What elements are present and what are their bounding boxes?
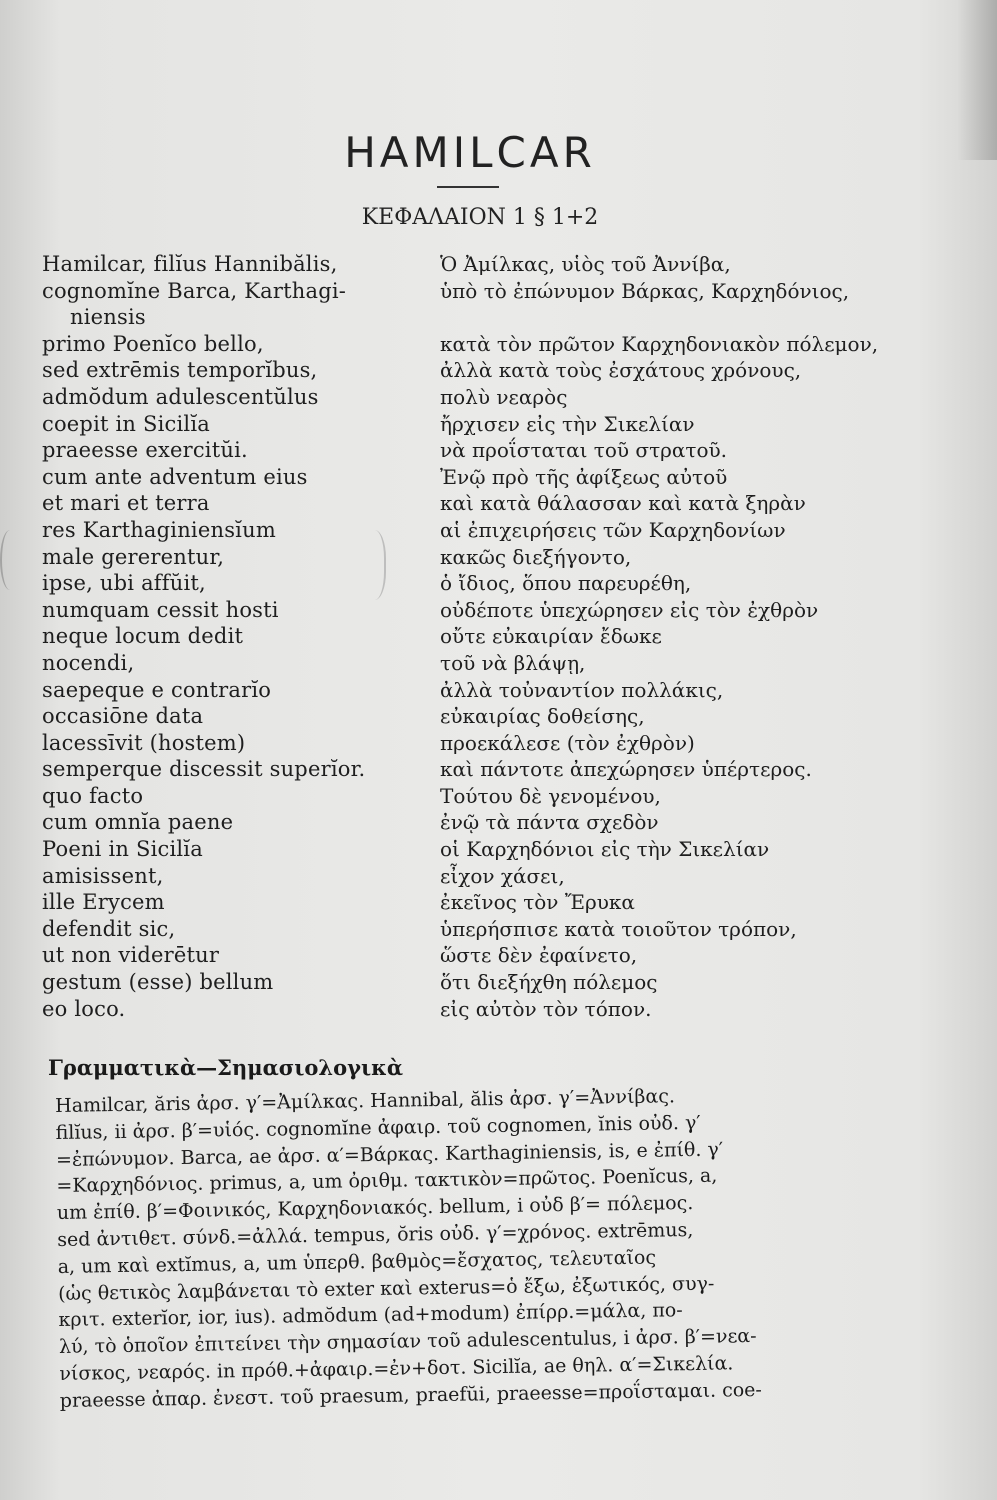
latin-line: Hamilcar, filĭus Hannibălis,: [42, 252, 338, 276]
latin-line: primo Poenĭco bello,: [42, 331, 264, 356]
notes-line: Hamilcar, ăris ἀρσ. γ′=Ἀμίλκας. Hannibal, ălis ἀρσ. γ′=Ἀννίβας.: [55, 1085, 676, 1117]
notes-line: sed ἀντιθετ. σύνδ.=ἀλλά. tempus, ŏris οὐδ. γ′=χρόνος. extrēmus,: [57, 1218, 694, 1251]
latin-line: amisissent,: [42, 863, 164, 888]
latin-line: Poeni in Sicilĭa: [42, 837, 203, 862]
latin-line: semperque discessit superĭor.: [42, 757, 366, 782]
latin-line: admŏdum adulescentŭlus: [42, 384, 319, 409]
greek-line: τοῦ νὰ βλάψῃ,: [440, 650, 586, 675]
latin-line: coepit in Sicilĭa: [42, 411, 210, 436]
latin-line: lacessīvit (hostem): [42, 730, 246, 755]
greek-line: κατὰ τὸν πρῶτον Καρχηδονιακὸν πόλεμον,: [440, 331, 879, 356]
greek-line: ὑπὸ τὸ ἐπώνυμον Βάρκας, Καρχηδόνιος,: [440, 278, 850, 303]
greek-line: εἰς αὐτὸν τὸν τόπον.: [440, 996, 652, 1021]
latin-line: praeesse exercitŭi.: [42, 438, 248, 463]
greek-line: πολὺ νεαρὸς: [440, 384, 568, 409]
latin-line: occasiōne data: [42, 704, 204, 729]
title-divider: [437, 186, 499, 188]
notes-line: νίσκος, νεαρός. in πρόθ.+ἀφαιρ.=ἐν+δοτ. Sicilĭa, ae θηλ. α′=Σικελία.: [59, 1352, 734, 1385]
grammar-notes: [55, 1079, 950, 1415]
notes-line: λύ, τὸ ὁποῖον ἐπιτείνει τὴν σημασίαν τοῦ adulescentulus, i ἀρσ. β′=νεα-: [58, 1325, 757, 1359]
greek-line: ὑπερήσπισε κατὰ τοιοῦτον τρόπον,: [440, 916, 797, 941]
greek-line: νὰ προΐσταται τοῦ στρατοῦ.: [440, 438, 728, 463]
greek-line-blank: [440, 304, 940, 331]
notes-line: κριτ. exterĭor, ior, ius). admŏdum (ad+modum) ἐπίρρ.=μάλα, πο-: [58, 1299, 683, 1332]
greek-line: ὁ ἴδιος, ὅπου παρευρέθη,: [440, 571, 692, 596]
greek-translation-column: [440, 251, 940, 1022]
latin-line: et mari et terra: [42, 491, 210, 516]
greek-line: οὐδέποτε ὑπεχώρησεν εἰς τὸν ἐχθρὸν: [440, 597, 819, 622]
notes-line: um ἐπίθ. β′=Φοινικός, Καρχηδονιακός. bellum, i οὐδ β′= πόλεμος.: [56, 1192, 694, 1225]
notes-line: (ὡς θετικὸς λαμβάνεται τὸ exter καὶ exterus=ὁ ἔξω, ἐξωτικός, συγ-: [57, 1272, 715, 1305]
greek-line: ὅτι διεξήχθη πόλεμος: [440, 970, 658, 995]
notes-line: filĭus, ii ἀρσ. β′=υἱός. cognomĭne ἀφαιρ. τοῦ cognomen, ĭnis οὐδ. γ′: [55, 1111, 701, 1144]
latin-line: sed extrēmis temporĭbus,: [42, 358, 318, 383]
notes-line: a, um καὶ extĭmus, a, um ὑπερθ. βαθμὸς=ἔσχατος, τελευταῖος: [57, 1246, 657, 1278]
latin-line: cum ante adventum eius: [42, 464, 308, 489]
greek-line: ἐκεῖνος τὸν Ἔρυκα: [440, 890, 635, 915]
notes-line: praeesse ἀπαρ. ἐνεστ. τοῦ praesum, praefŭi, praeesse=προΐσταμαι. coe-: [59, 1378, 763, 1412]
greek-line: ἀλλὰ τοὐναντίον πολλάκις,: [440, 677, 724, 702]
latin-line: gestum (esse) bellum: [42, 970, 274, 995]
greek-line: εὐκαιρίας δοθείσης,: [440, 704, 645, 729]
grammar-section-heading: Γραμματικὰ—Σημασιολογικὰ: [48, 1055, 404, 1080]
greek-line: εἶχον χάσει,: [440, 863, 565, 888]
latin-line: nocendi,: [42, 650, 135, 675]
notes-line: =Καρχηδόνιος. primus, a, um ὀριθμ. τακτικὸν=πρῶτος. Poenĭcus, a,: [56, 1164, 718, 1198]
greek-line: καὶ πάντοτε ἀπεχώρησεν ὑπέρτερος.: [440, 757, 812, 782]
greek-line: αἱ ἐπιχειρήσεις τῶν Καρχηδονίων: [440, 517, 786, 542]
latin-line: cum omnĭa paene: [42, 810, 234, 835]
greek-line: κακῶς διεξήγοντο,: [440, 544, 632, 569]
latin-line: ipse, ubi affŭit,: [42, 571, 206, 596]
latin-line: saepeque e contrarĭo: [42, 677, 272, 702]
greek-line: ἤρχισεν εἰς τὴν Σικελίαν: [440, 411, 695, 436]
latin-line: niensis: [70, 305, 146, 330]
latin-line: male gererentur,: [42, 544, 225, 569]
margin-pencil-mark: [0, 530, 20, 590]
latin-line: ille Erycem: [42, 890, 165, 915]
chapter-heading: ΚΕΦΑΛΑΙΟΝ 1 § 1+2: [361, 205, 599, 230]
latin-line: cognomĭne Barca, Karthagi-: [42, 278, 347, 303]
latin-line: ut non viderētur: [42, 943, 220, 968]
page-title: HAMILCAR: [344, 128, 596, 177]
greek-line: ὥστε δὲν ἐφαίνετο,: [440, 943, 638, 968]
latin-line: numquam cessit hosti: [42, 597, 279, 622]
greek-line: ἐνῷ τὰ πάντα σχεδὸν: [440, 810, 659, 835]
page-edge-shadow: [957, 0, 997, 160]
greek-line: Ἐνῷ πρὸ τῆς ἀφίξεως αὐτοῦ: [440, 464, 728, 489]
latin-line: quo facto: [42, 783, 144, 808]
greek-line: Ὁ Ἀμίλκας, υἱὸς τοῦ Ἀννίβα,: [440, 252, 731, 276]
greek-line: προεκάλεσε (τὸν ἐχθρὸν): [440, 730, 695, 755]
greek-line: Τούτου δὲ γενομένου,: [440, 783, 661, 808]
greek-line: οἱ Καρχηδόνιοι εἰς τὴν Σικελίαν: [440, 837, 770, 862]
latin-text-column: [42, 251, 422, 1022]
greek-line: οὔτε εὐκαιρίαν ἔδωκε: [440, 624, 662, 649]
greek-line: ἀλλὰ κατὰ τοὺς ἐσχάτους χρόνους,: [440, 358, 802, 383]
notes-line: =ἐπώνυμον. Barca, ae ἀρσ. α′=Βάρκας. Karthaginiensis, is, e ἐπίθ. γ′: [55, 1138, 724, 1171]
greek-line: καὶ κατὰ θάλασσαν καὶ κατὰ ξηρὰν: [440, 491, 806, 516]
latin-line: eo loco.: [42, 996, 126, 1021]
latin-line: res Karthaginiensĭum: [42, 517, 276, 542]
latin-line: defendit sic,: [42, 916, 176, 941]
latin-line: neque locum dedit: [42, 624, 244, 649]
